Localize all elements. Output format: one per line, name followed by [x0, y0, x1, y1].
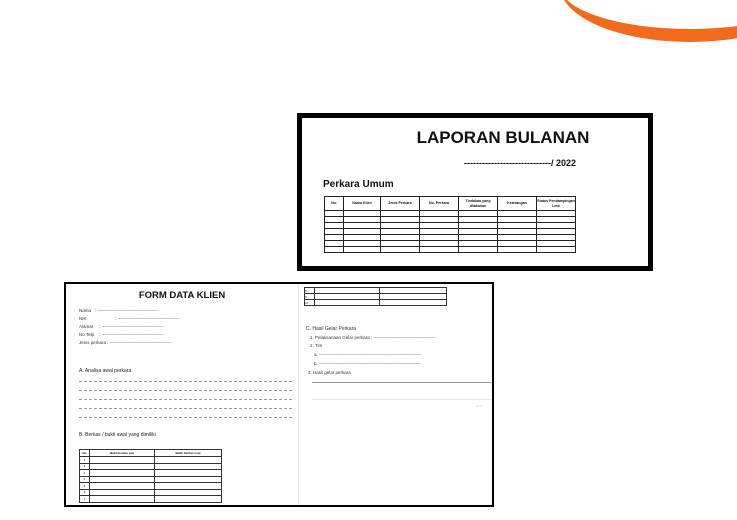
laporan-col-nama: Nama Klien: [344, 197, 381, 211]
laporan-bulanan-card: [297, 113, 653, 271]
page-divider: [298, 284, 299, 505]
laporan-col-keterangan: Keterangan: [498, 197, 537, 211]
field-nama: [79, 308, 159, 313]
row-number: 1: [80, 457, 90, 464]
row-number: 9: [305, 294, 315, 300]
bukti-table-header: [80, 450, 222, 457]
dotted-line: [79, 417, 292, 418]
dotted-line: [79, 390, 292, 391]
brand-swoosh-decoration: [560, 0, 737, 42]
field-value: : -----------------------------------------: [107, 340, 171, 345]
dotted-line: [79, 408, 292, 409]
field-label: Nama: [79, 308, 92, 313]
row-number: 7: [80, 496, 90, 503]
row-number: 10: [305, 300, 315, 306]
bukti-col-asli: Bukti berkas asli: [90, 450, 155, 457]
field-value: : -----------------------------------------: [115, 316, 179, 321]
c-item-pelaksanaan: 1. Pelaksanaan Gelar perkara : -----------------------------------------: [310, 335, 435, 340]
answer-line: [312, 382, 492, 383]
field-value: : -----------------------------------------: [99, 332, 163, 337]
form-data-klien-card: [64, 282, 494, 507]
row-number: 4: [80, 476, 90, 483]
page-marker: 1 / 2: [476, 404, 482, 408]
field-label: Jenis perkara: [79, 340, 107, 345]
field-alamat: [79, 324, 163, 329]
row-number: 6: [80, 489, 90, 496]
dotted-line: [79, 399, 292, 400]
field-label: Alamat: [79, 324, 94, 329]
form-title: FORM DATA KLIEN: [138, 290, 226, 301]
row-number: 3: [80, 470, 90, 477]
field-value: : -----------------------------------------: [95, 308, 159, 313]
c-item-tim: 2. Tim: [310, 343, 323, 348]
laporan-table-header: [325, 197, 576, 211]
dotted-line: [79, 381, 292, 382]
answer-line: [312, 399, 492, 400]
c-item-hasil: 3. Hasil gelar perkara: [308, 370, 351, 375]
bukti-table: [79, 449, 222, 503]
field-no-telp: [79, 332, 163, 337]
c-item-tim-b: b. --------------------------------------------------------------------: [314, 361, 421, 366]
laporan-col-jenis: Jenis Perkara: [381, 197, 420, 211]
row-number: 5: [80, 483, 90, 490]
field-value: : -----------------------------------------: [99, 324, 163, 329]
field-label: NIK: [79, 316, 87, 321]
c-item-tim-a: a. --------------------------------------------------------------------: [314, 352, 421, 357]
laporan-table: [324, 196, 576, 253]
field-nik: [79, 316, 179, 321]
table-row: [325, 247, 576, 253]
row-number: 8: [305, 288, 315, 294]
laporan-col-tindakan: Tindakan yang dilakukan: [459, 197, 498, 211]
laporan-col-nomor: No. Perkara: [420, 197, 459, 211]
table-row: [80, 496, 222, 503]
section-b-title: B. Berkas / bukti awal yang dimiliki: [79, 432, 156, 438]
field-label: No Telp: [79, 332, 95, 337]
bukti-col-copi: Bukti berkas copi: [155, 450, 222, 457]
laporan-period: -----------------------------/ 2022: [464, 158, 576, 168]
laporan-col-status: Status Pendampingan Lmo: [537, 197, 576, 211]
table-row: [305, 300, 447, 306]
laporan-section-title: Perkara Umum: [323, 179, 394, 190]
laporan-title: LAPORAN BULANAN: [416, 128, 590, 147]
row-number: 2: [80, 463, 90, 470]
continued-table: [304, 287, 447, 306]
section-a-title: A. Analisa awal perkara: [79, 368, 132, 374]
field-jenis-perkara: [79, 340, 171, 345]
section-c-title: C. Hasil Gelar Perkara: [306, 326, 357, 332]
bukti-col-no: No: [80, 450, 90, 457]
laporan-col-no: No.: [325, 197, 344, 211]
